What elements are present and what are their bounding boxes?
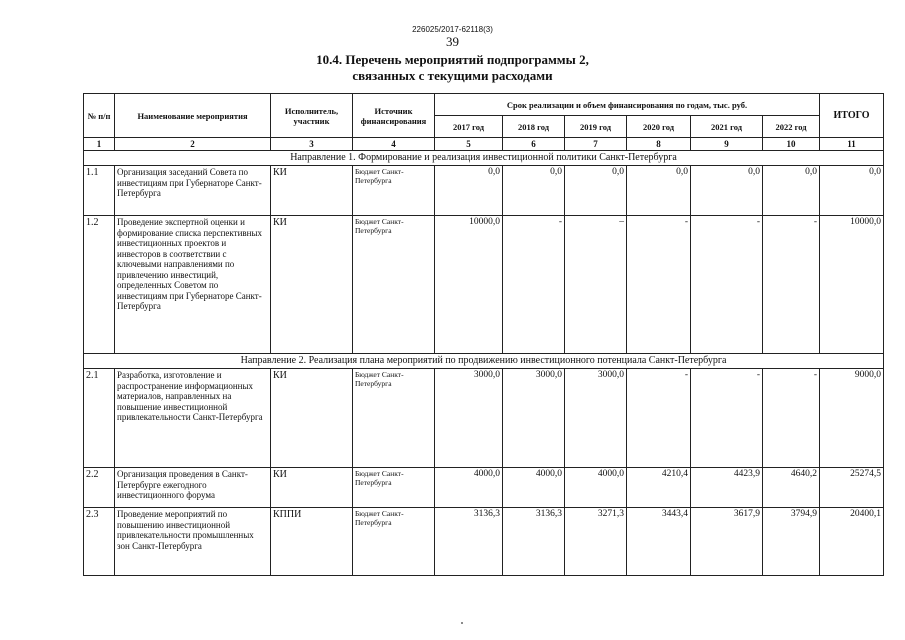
header-year: 2017 год xyxy=(435,116,503,138)
column-number: 4 xyxy=(353,138,435,151)
year-value: – xyxy=(565,216,627,354)
measure-name: Проведение мероприятий по повышению инвестиционной привлекательности промышленных зон Санкт-Петербурга xyxy=(115,508,271,576)
measure-source: Бюджет Санкт-Петербурга xyxy=(353,508,435,576)
column-number: 11 xyxy=(820,138,884,151)
year-value: 3136,3 xyxy=(503,508,565,576)
measure-number: 1.1 xyxy=(84,166,115,216)
column-number: 6 xyxy=(503,138,565,151)
year-value: 4423,9 xyxy=(691,468,763,508)
column-number: 5 xyxy=(435,138,503,151)
year-value: - xyxy=(691,216,763,354)
year-value: - xyxy=(763,216,820,354)
column-number: 3 xyxy=(271,138,353,151)
column-number: 8 xyxy=(627,138,691,151)
measure-executor: КИ xyxy=(271,468,353,508)
year-value: 10000,0 xyxy=(435,216,503,354)
year-value: 0,0 xyxy=(691,166,763,216)
direction-title: Направление 1. Формирование и реализация инвестиционной политики Санкт-Петербурга xyxy=(84,151,884,166)
page-number: 39 xyxy=(446,34,459,49)
year-value: 3443,4 xyxy=(627,508,691,576)
year-value: 0,0 xyxy=(763,166,820,216)
table-row xyxy=(84,166,884,216)
year-value: 3271,3 xyxy=(565,508,627,576)
measure-total: 0,0 xyxy=(820,166,884,216)
year-value: 0,0 xyxy=(435,166,503,216)
measure-total: 20400,1 xyxy=(820,508,884,576)
table-row xyxy=(84,216,884,354)
column-number: 7 xyxy=(565,138,627,151)
measure-executor: КППИ xyxy=(271,508,353,576)
header-year: 2022 год xyxy=(763,116,820,138)
measure-executor: КИ xyxy=(271,166,353,216)
year-value: 0,0 xyxy=(565,166,627,216)
column-number: 10 xyxy=(763,138,820,151)
year-value: 3794,9 xyxy=(763,508,820,576)
measure-total: 25274,5 xyxy=(820,468,884,508)
measures-table xyxy=(83,93,884,576)
year-value: 3617,9 xyxy=(691,508,763,576)
year-value: 0,0 xyxy=(627,166,691,216)
year-value: 3000,0 xyxy=(503,369,565,468)
direction-row xyxy=(84,354,884,369)
column-number: 2 xyxy=(115,138,271,151)
page-title xyxy=(0,52,905,84)
measure-number: 2.3 xyxy=(84,508,115,576)
header-total: ИТОГО xyxy=(820,94,884,138)
table-body xyxy=(84,138,884,576)
measure-source: Бюджет Санкт-Петербурга xyxy=(353,166,435,216)
header-num: № п/п xyxy=(84,94,115,138)
header-period: Срок реализации и объем финансирования по годам, тыс. руб. xyxy=(435,94,820,116)
year-value: - xyxy=(763,369,820,468)
header-year: 2020 год xyxy=(627,116,691,138)
year-value: 3136,3 xyxy=(435,508,503,576)
direction-title: Направление 2. Реализация плана мероприятий по продвижению инвестиционного потенциала Санкт-Петербурга xyxy=(84,354,884,369)
measure-source: Бюджет Санкт-Петербурга xyxy=(353,468,435,508)
measure-source: Бюджет Санкт-Петербурга xyxy=(353,369,435,468)
measure-name: Разработка, изготовление и распространение информационных материалов, направленных на повышение инвестиционной привлекательности Санкт-Петербурга xyxy=(115,369,271,468)
year-value: - xyxy=(503,216,565,354)
measure-name: Организация проведения в Санкт-Петербурге ежегодного инвестиционного форума xyxy=(115,468,271,508)
header-executor: Исполнитель, участник xyxy=(271,94,353,138)
measure-number: 1.2 xyxy=(84,216,115,354)
column-number: 9 xyxy=(691,138,763,151)
measure-number: 2.1 xyxy=(84,369,115,468)
direction-row xyxy=(84,151,884,166)
table-row xyxy=(84,508,884,576)
measure-total: 10000,0 xyxy=(820,216,884,354)
measure-source: Бюджет Санкт-Петербурга xyxy=(353,216,435,354)
document-id: 226025/2017-62118(3) xyxy=(412,25,493,34)
year-value: 4000,0 xyxy=(435,468,503,508)
year-value: 4640,2 xyxy=(763,468,820,508)
header-year: 2018 год xyxy=(503,116,565,138)
column-numbers-row xyxy=(84,138,884,151)
measure-name: Организация заседаний Совета по инвестициям при Губернаторе Санкт-Петербурга xyxy=(115,166,271,216)
year-value: - xyxy=(627,369,691,468)
year-value: 3000,0 xyxy=(565,369,627,468)
measure-name: Проведение экспертной оценки и формирование списка перспективных инвестиционных проектов и инвесторов в соответствии с ключевыми направлениями по привлечению инвестиций, определенных Советом по инвестициям при Губернаторе Санкт-Петербурга xyxy=(115,216,271,354)
measure-total: 9000,0 xyxy=(820,369,884,468)
scan-speck xyxy=(461,622,463,624)
title-line-2: связанных с текущими расходами xyxy=(352,68,553,83)
title-line-1: 10.4. Перечень мероприятий подпрограммы 2, xyxy=(316,52,589,67)
measure-number: 2.2 xyxy=(84,468,115,508)
header-year: 2021 год xyxy=(691,116,763,138)
table-row xyxy=(84,369,884,468)
year-value: 4000,0 xyxy=(503,468,565,508)
year-value: - xyxy=(627,216,691,354)
year-value: 3000,0 xyxy=(435,369,503,468)
year-value: - xyxy=(691,369,763,468)
column-number: 1 xyxy=(84,138,115,151)
header-name: Наименование мероприятия xyxy=(115,94,271,138)
table-row xyxy=(84,468,884,508)
header-year: 2019 год xyxy=(565,116,627,138)
year-value: 4210,4 xyxy=(627,468,691,508)
measure-executor: КИ xyxy=(271,216,353,354)
header-source: Источник финансирования xyxy=(353,94,435,138)
year-value: 4000,0 xyxy=(565,468,627,508)
measure-executor: КИ xyxy=(271,369,353,468)
year-value: 0,0 xyxy=(503,166,565,216)
